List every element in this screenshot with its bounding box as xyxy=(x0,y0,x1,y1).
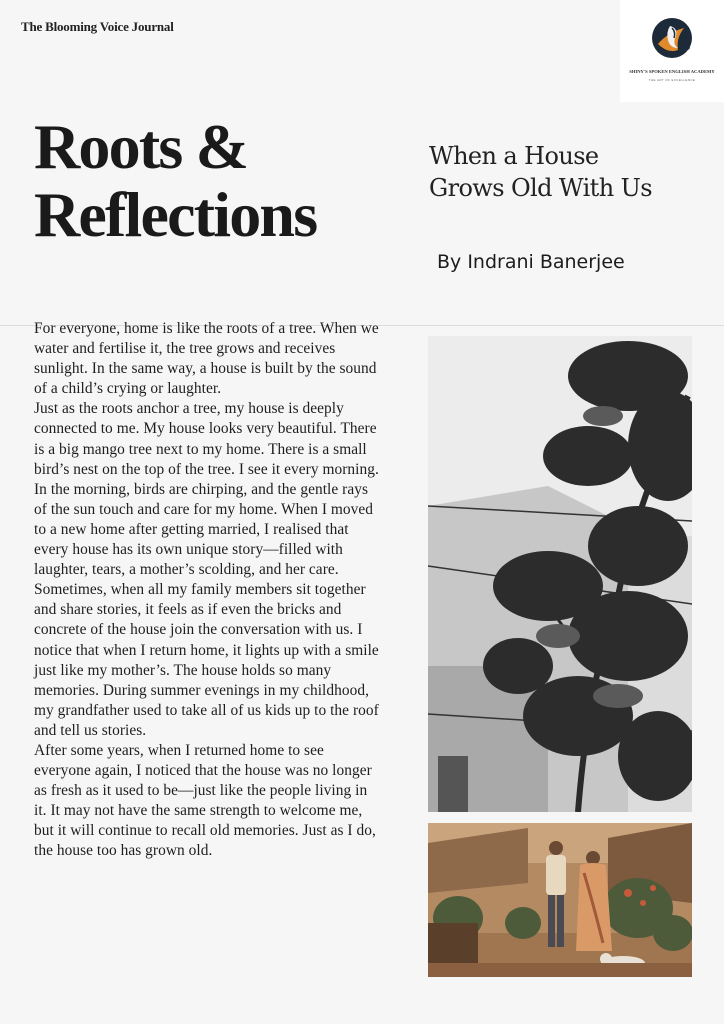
academy-logo-icon xyxy=(648,14,696,62)
academy-logo xyxy=(620,0,724,102)
article-subtitle: When a House Grows Old With Us xyxy=(429,142,652,202)
article-body xyxy=(34,319,379,862)
elderly-couple-photo xyxy=(428,823,692,977)
paragraph: For everyone, home is like the roots of a tree. When we water and fertilise it, the tree grows and receives sunlight. In the same way, a house is built by the sound of a child’s crying or laughter. xyxy=(34,320,379,398)
paragraph: After some years, when I returned home to see everyone again, I noticed that the house was no longer as fresh as it used to be—just like the people living in it. It may not have the same strength to welcome me, but it will continue to recall old memories. Just as I do, the house too has grown old. xyxy=(34,741,376,860)
academy-name: SHINY'S SPOKEN ENGLISH ACADEMY xyxy=(629,69,715,74)
publication-name: The Blooming Voice Journal xyxy=(21,19,174,34)
mango-tree-photo xyxy=(428,336,692,812)
article-byline: By Indrani Banerjee xyxy=(437,251,625,273)
academy-tagline: THE ART OF EXCELLENCE xyxy=(648,78,696,82)
article-title: Roots & Reflections xyxy=(34,111,317,250)
paragraph: Just as the roots anchor a tree, my house is deeply connected to me. My house looks very beautiful. There is a big mango tree next to my home. There is a small bird’s nest on the top of the tree. I see it every morning. In the morning, birds are chirping, and the gentle rays of the sun touch and care for my home. When I moved to a new home after getting married, I realised that every house has its own unique story—filled with laughter, tears, a mother’s scolding, and her care. Sometimes, when all my family members sit together and share stories, it feels as if even the bricks and concrete of the house join the conversation with us. I notice that when I return home, it lights up with a smile just like my mother’s. The house holds so many memories. During summer evenings in my childhood, my grandfather used to take all of us kids up to the roof and tell us stories. xyxy=(34,400,379,739)
